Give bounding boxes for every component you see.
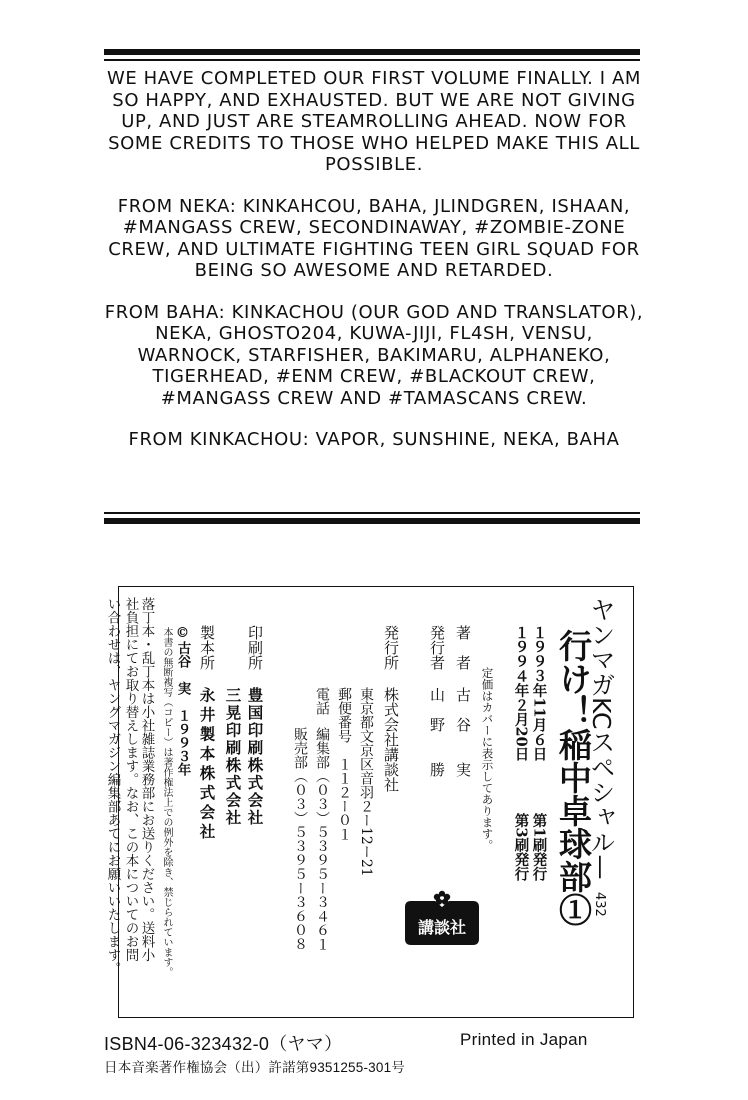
credits-intro: WE HAVE COMPLETED OUR FIRST VOLUME FINALLY. I AM SO HAPPY, AND EXHAUSTED. BUT WE ARE NOT GIVING UP, AND JUST ARE STEAMROLLING AHEAD. NOW FOR SOME CREDITS TO THOSE WHO HELPED MAKE THIS ALL POSSIBLE. [106, 68, 642, 175]
returns-notice-2: 社負担にてお取り替えします。なお、この本についてのお問 [122, 597, 139, 962]
publisher-name: 株式会社講談社 [382, 687, 400, 792]
printer-name-1: 豊国印刷株式会社 [245, 687, 265, 827]
returns-notice-3: い合わせは、ヤングマガジン編集部あてにお願いいたします。 [104, 597, 121, 975]
bottom-rule-thick [104, 518, 640, 524]
jasrac-permission: 日本音楽著作権協会（出）許諾第9351255-301号 [104, 1060, 405, 1075]
book-title: 行け！稲中卓球部① [554, 629, 593, 926]
printer-label: 印刷所 [246, 625, 264, 670]
series-name: ヤンマガKCスペシャル— [587, 597, 616, 880]
kodansha-logo-text: 講談社 [417, 918, 466, 937]
credits-baha: FROM BAHA: KINKACHOU (OUR GOD AND TRANSLATOR), NEKA, GHOSTO204, KUWA-JIJI, FL4SH, VENSU, WARNOCK, STARFISHER, BAKIMARU, ALPHANEKO, TIGERHEAD, #ENM CREW, #BLACKOUT CREW, #MANGASS CREW AND #TAMASCANS CREW. [104, 301, 644, 409]
phone-sales: 販売部（０３）５３９５ー３６０８ [292, 727, 308, 951]
print-first: 第1刷発行 [530, 813, 548, 882]
top-rule-thin [104, 59, 640, 61]
publisher-label: 発行所 [382, 625, 400, 670]
colophon-box [104, 586, 634, 1018]
returns-notice-1: 落丁本・乱丁本は小社雑誌業務部にお送りください。送料小 [138, 597, 155, 962]
price-note: 定価はカバーに表示してあります。 [480, 667, 495, 851]
printer-name-2: 三晃印刷株式会社 [223, 687, 243, 827]
postal-code: 郵便番号 １１２ー０１ [336, 687, 352, 841]
date-first: １９９３年11月６日 [530, 625, 548, 762]
print-third: 第3刷発行 [512, 813, 530, 882]
author-name: 古 谷 実 [454, 687, 472, 777]
publisher-person-label: 発行者 [428, 625, 446, 670]
binder-name: 永井製本株式会社 [197, 687, 217, 843]
copyright-line: ©古谷 実 １９９３年 [174, 625, 191, 776]
publisher-person: 山 野 勝 [428, 687, 446, 777]
phone-label: 電話 [314, 687, 330, 715]
publisher-address: 東京都文京区音羽２ー12ー21 [358, 687, 374, 877]
top-rule-thick [104, 49, 640, 55]
credits-text [104, 68, 644, 471]
date-third: １９９４年２月20日 [512, 625, 530, 762]
isbn-number: ISBN4-06-323432-0（ヤマ） [104, 1034, 343, 1054]
phone-editorial: 編集部（０３）５３９５ー３４６１ [314, 727, 330, 951]
credits-neka: FROM NEKA: KINKAHCOU, BAHA, JLINDGREN, ISHAAN, #MANGASS CREW, SECONDINAWAY, #ZOMBIE-ZONE CREW, AND ULTIMATE FIGHTING TEEN GIRL SQUAD FOR BEING SO AWESOME AND RETARDED. [108, 195, 640, 281]
copy-restriction-note: 本書の無断複写（コピー）は著作権法上での例外を除き、禁じられています。 [161, 627, 172, 977]
credits-kinkachou: FROM KINKACHOU: VAPOR, SUNSHINE, NEKA, BAHA [128, 429, 620, 450]
author-label: 著 者 [454, 625, 472, 670]
series-number: 432 [592, 892, 607, 917]
printed-in-japan: Printed in Japan [460, 1030, 588, 1049]
binder-label: 製本所 [198, 625, 216, 670]
bottom-rule-thin [104, 512, 640, 514]
